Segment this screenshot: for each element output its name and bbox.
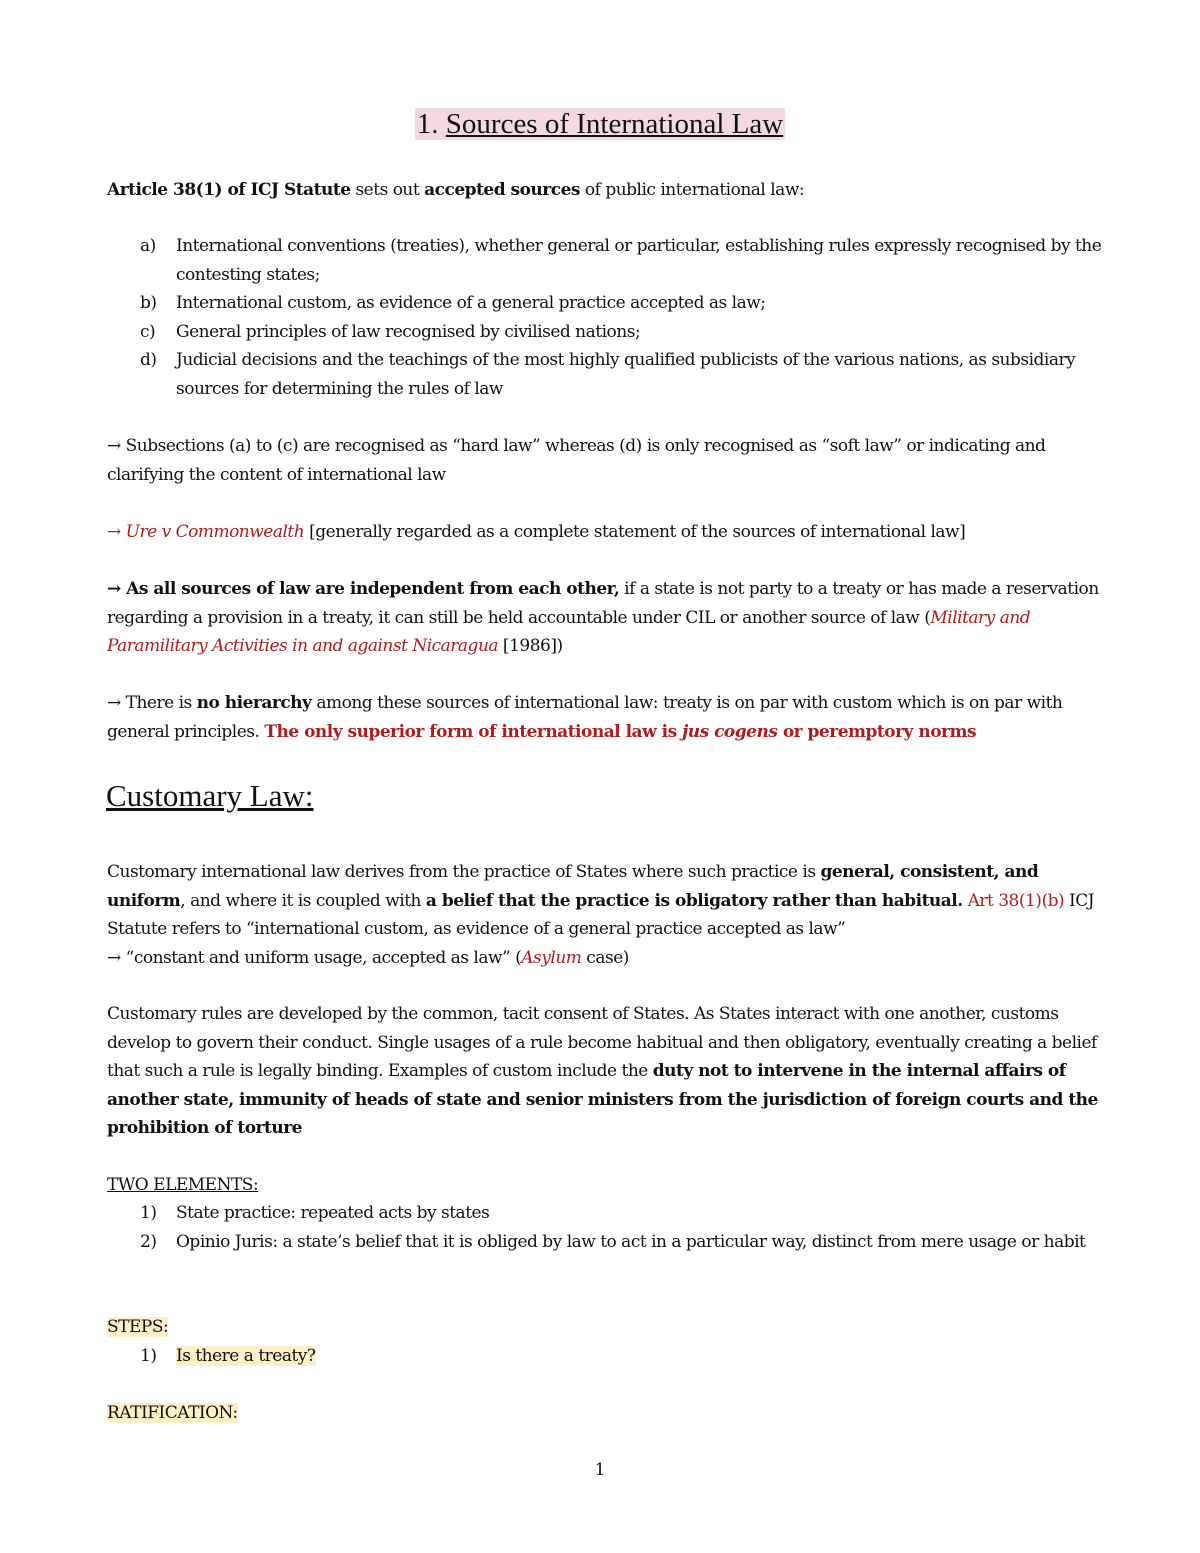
intro-accepted-sources: accepted sources xyxy=(424,180,580,200)
steps-heading xyxy=(107,1313,1102,1342)
page-number: 1 xyxy=(594,1460,606,1480)
arrow: → xyxy=(107,522,126,542)
article-38-list xyxy=(107,232,1102,403)
jus-cogens-term: jus cogens xyxy=(682,721,778,742)
list-item-text: Is there a treaty? xyxy=(176,1346,316,1366)
title-text: Sources of International Law xyxy=(445,108,784,140)
list-item-text: International custom, as evidence of a general practice accepted as law; xyxy=(176,293,766,313)
ure-note xyxy=(107,518,1102,547)
customary-bold: general, consistent, and uniform xyxy=(107,862,1039,911)
case-name: Asylum xyxy=(521,947,582,968)
list-marker: b) xyxy=(140,293,157,313)
asylum-quote: → “constant and uniform usage, accepted as law” ( xyxy=(107,947,522,968)
ratification-heading-text: RATIFICATION: xyxy=(107,1403,238,1423)
list-marker: c) xyxy=(140,321,156,342)
asylum-quote-end: case) xyxy=(581,947,629,968)
customary-law-heading: Customary Law: xyxy=(106,778,314,813)
jus-cogens-statement-end: or peremptory norms xyxy=(777,721,977,742)
case-name: Ure v Commonwealth xyxy=(125,522,305,542)
hierarchy-text: → There is xyxy=(107,693,197,713)
title-highlight xyxy=(415,108,785,140)
jus-cogens-statement: The only superior form of international law is xyxy=(264,721,683,742)
intro-paragraph xyxy=(107,176,1102,205)
hierarchy-note xyxy=(107,689,1102,746)
list-marker: a) xyxy=(140,236,156,256)
customary-text: Customary rules are developed by the common, tacit consent of States. As States interact with one another, customs develop to govern their conduct. Single usages of a rule become habitual and then obligatory, eventually creating a belief that such a rule is legally binding. Examples of custom include the xyxy=(107,1004,1097,1081)
closing-paren: ) xyxy=(556,636,563,656)
steps-list xyxy=(107,1342,1102,1371)
steps-heading-text: STEPS: xyxy=(107,1317,169,1337)
custom-examples-bold: duty not to intervene in the internal affairs of another state, immunity of heads of state and senior ministers from the jurisdiction of foreign courts and the prohibition of torture xyxy=(107,1061,1098,1138)
list-item xyxy=(107,289,1102,318)
list-item-text: Opinio Juris: a state’s belief that it is obliged by law to act in a particular way, distinct from mere usage or habit xyxy=(176,1231,1086,1252)
no-hierarchy-bold: no hierarchy xyxy=(196,693,312,713)
customary-paragraph-2 xyxy=(107,1000,1102,1143)
customary-text: ICJ Statute refers to “international custom, as evidence of a general practice accepted as law” xyxy=(107,890,1095,939)
independence-text: if a state is not party to a treaty or has made a reservation regarding a provision in a treaty, it can still be held accountable under CIL or another source of law ( xyxy=(107,579,1099,628)
list-item xyxy=(107,1228,1102,1257)
independence-bold: → As all sources of law are independent from each other, xyxy=(107,579,620,599)
two-elements-list xyxy=(107,1199,1102,1256)
ure-note-text: [generally regarded as a complete statement of the sources of international law] xyxy=(304,522,966,542)
customary-paragraph-1 xyxy=(107,858,1102,972)
independence-note xyxy=(107,575,1102,661)
list-item xyxy=(107,232,1102,289)
list-marker: 1) xyxy=(140,1203,157,1223)
customary-bold: a belief that the practice is obligatory rather than habitual. xyxy=(425,890,963,911)
two-elements-heading-text: TWO ELEMENTS: xyxy=(107,1175,259,1195)
list-item xyxy=(107,1199,1102,1228)
list-item xyxy=(107,318,1102,347)
hard-soft-law-note: → Subsections (a) to (c) are recognised as “hard law” whereas (d) is only recognised as “soft law” or indicating and clarifying the content of international law xyxy=(107,436,1046,485)
list-marker: d) xyxy=(140,350,157,370)
two-elements-heading xyxy=(107,1171,1102,1200)
list-marker: 1) xyxy=(140,1346,157,1366)
list-item xyxy=(107,346,1102,403)
intro-article-ref: Article 38(1) of ICJ Statute xyxy=(107,180,351,200)
page-title xyxy=(0,104,1200,144)
list-item-text: General principles of law recognised by civilised nations; xyxy=(176,321,641,342)
list-item-text: International conventions (treaties), whether general or particular, establishing rules expressly recognised by the contesting states; xyxy=(176,236,1102,285)
article-ref: Art 38(1)(b) xyxy=(962,890,1065,911)
list-item xyxy=(107,1342,1102,1371)
case-name: Military and Paramilitary Activities in and against Nicaragua xyxy=(107,607,1031,656)
customary-text: , and where it is coupled with xyxy=(180,890,426,911)
case-year: [1986] xyxy=(498,636,557,656)
intro-text: sets out xyxy=(350,180,425,200)
title-number: 1. xyxy=(416,108,439,140)
list-marker: 2) xyxy=(140,1231,157,1252)
ratification-heading xyxy=(107,1399,1102,1428)
hierarchy-text: among these sources of international law: treaty is on par with custom which is on par with general principles. xyxy=(107,693,1063,742)
list-item-text: Judicial decisions and the teachings of the most highly qualified publicists of the various nations, as subsidiary sources for determining the rules of law xyxy=(176,350,1076,399)
list-item-text: State practice: repeated acts by states xyxy=(176,1203,490,1223)
intro-text-end: of public international law: xyxy=(579,180,805,200)
customary-text: Customary international law derives from the practice of States where such practice is xyxy=(107,862,821,882)
